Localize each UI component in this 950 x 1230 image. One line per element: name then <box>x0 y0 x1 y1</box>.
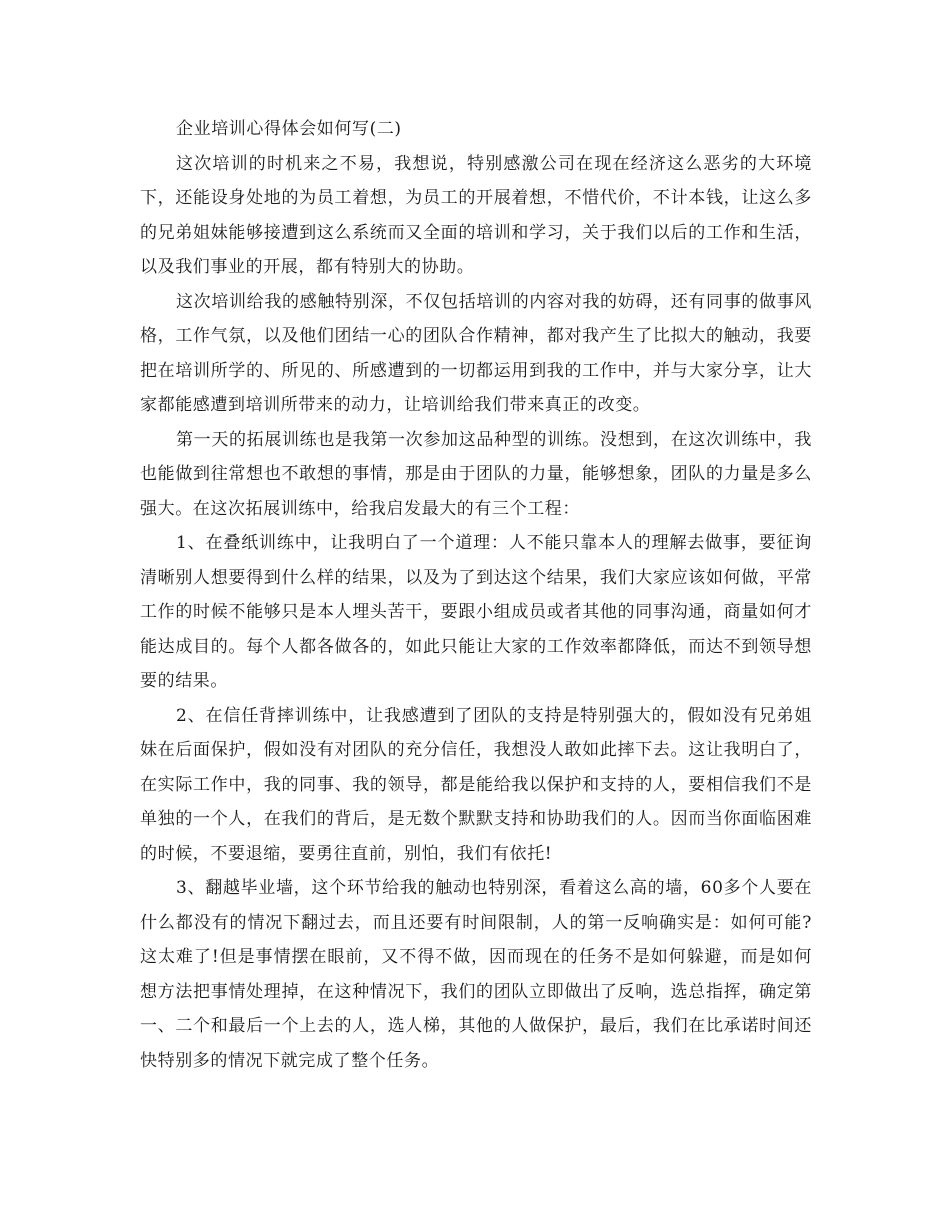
paragraph-item-2-trust-fall: 2、在信任背摔训练中，让我感遭到了团队的支持是特别强大的，假如没有兄弟姐妹在后面保护，假如没有对团队的充分信任，我想没人敢如此摔下去。这让我明白了，在实际工作中，我的同事、我的领导，都是能给我以保护和支持的人，要相信我们不是单独的一个人，在我们的背后，是无数个默默支持和协助我们的人。因而当你面临困难的时候，不要退缩，要勇往直前，别怕，我们有依托! <box>140 705 812 864</box>
paragraph-item-1-paper-folding: 1、在叠纸训练中，让我明白了一个道理：人不能只靠本人的理解去做事，要征询清晰别人想要得到什么样的结果，以及为了到达这个结果，我们大家应该如何做，平常工作的时候不能够只是本人埋头苦干，要跟小组成员或者其他的同事沟通，商量如何才能达成目的。每个人都各做各的，如此只能让大家的工作效率都降低，而达不到领导想要的结果。 <box>140 533 812 691</box>
document-title: 企业培训心得体会如何写(二) <box>176 119 402 139</box>
paragraph-impressions: 这次培训给我的感触特别深，不仅包括培训的内容对我的妨碍，还有同事的做事风格，工作气氛，以及他们团结一心的团队合作精神，都对我产生了比拟大的触动，我要把在培训所学的、所见的、所感遭到的一切都运用到我的工作中，并与大家分享，让大家都能感遭到培训所带来的动力，让培训给我们带来真正的改变。 <box>140 291 812 415</box>
paragraph-item-3-graduation-wall: 3、翻越毕业墙，这个环节给我的触动也特别深，看着这么高的墙，60多个人要在什么都没有的情况下翻过去，而且还要有时间限制，人的第一反响确实是：如何可能?这太难了!但是事情摆在眼前，又不得不做，因而现在的任务不是如何躲避，而是如何想方法把事情处理掉，在这种情况下，我们的团队立即做出了反响，选总指挥，确定第一、二个和最后一个上去的人，选人梯，其他的人做保护，最后，我们在比承诺时间还快特别多的情况下就完成了整个任务。 <box>140 878 812 1071</box>
paragraph-outdoor-training: 第一天的拓展训练也是我第一次参加这品种型的训练。没想到，在这次训练中，我也能做到往常想也不敢想的事情，那是由于团队的力量，能够想象，团队的力量是多么强大。在这次拓展训练中，给我启发最大的有三个工程： <box>140 429 812 519</box>
document-page <box>140 112 812 1078</box>
paragraph-gratitude: 这次培训的时机来之不易，我想说，特别感激公司在现在经济这么恶劣的大环境下，还能设身处地的为员工着想，为员工的开展着想，不惜代价，不计本钱，让这么多的兄弟姐妹能够接遭到这么系统而又全面的培训和学习，关于我们以后的工作和生活，以及我们事业的开展，都有特别大的协助。 <box>140 153 812 277</box>
